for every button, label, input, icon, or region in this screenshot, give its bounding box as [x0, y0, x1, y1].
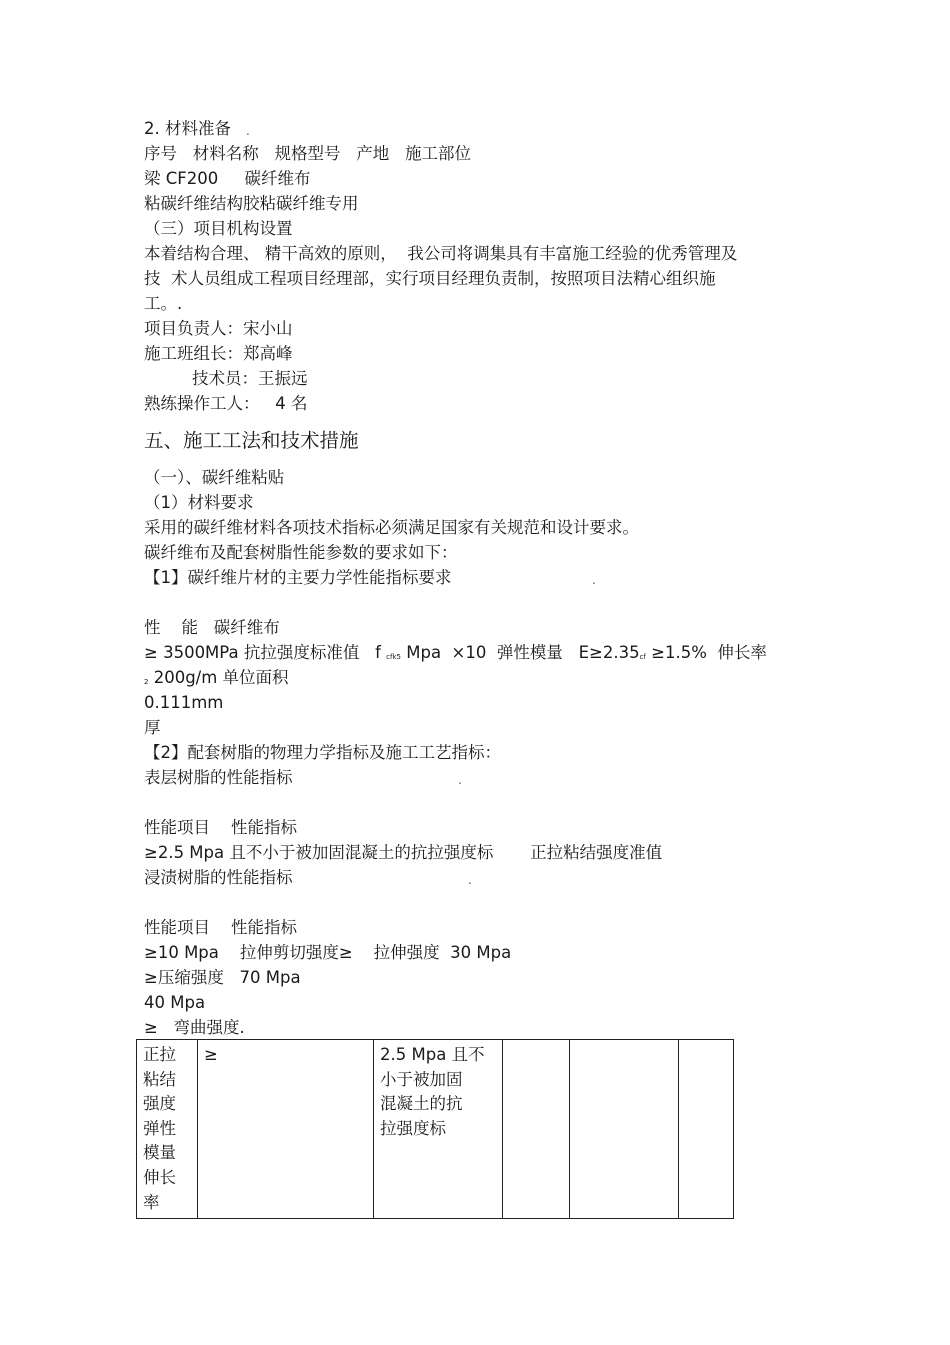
paragraph-line: 本着结构合理、 精干高效的原则， 我公司将调集具有丰富施工经验的优秀管理及 — [144, 244, 738, 263]
spec-heading-2: 【2】配套树脂的物理力学指标及施工工艺指标： — [144, 743, 501, 762]
stray-mark: . — [592, 573, 596, 587]
table-row — [137, 1040, 734, 1219]
cell-line: 弹性 — [143, 1118, 176, 1138]
paragraph-line: 技 术人员组成工程项目经理部，实行项目经理负责制，按照项目法精心组织施 — [144, 269, 716, 288]
cell-line: 正拉 — [143, 1045, 176, 1064]
paragraph-line: 工。. — [144, 294, 183, 313]
spec-values-row: 0.111mm — [144, 693, 224, 712]
subscript: cfk5 — [386, 653, 401, 661]
table-cell — [679, 1040, 734, 1219]
table-cell — [374, 1040, 503, 1219]
project-leader: 项目负责人：宋小山 — [144, 319, 293, 338]
materials-row-1: 梁 CF200 碳纤维布 — [144, 169, 311, 188]
table-cell — [198, 1040, 374, 1219]
resin-values-row: ≥压缩强度 70 Mpa — [144, 968, 301, 987]
resin-values-row: 40 Mpa — [144, 993, 206, 1012]
spec-heading-1: 【1】碳纤维片材的主要力学性能指标要求 — [144, 568, 452, 587]
chapter-heading: 五、施工工法和技术措施 — [144, 429, 359, 452]
table-cell — [137, 1040, 198, 1219]
cell-line: ≥ — [204, 1045, 218, 1064]
cell-line: 强度 — [143, 1094, 176, 1114]
resin-heading: 表层树脂的性能指标 — [144, 768, 293, 787]
paragraph-line: 采用的碳纤维材料各项技术指标必须满足国家有关规范和设计要求。 — [144, 518, 639, 537]
cell-line: 粘结 — [143, 1069, 176, 1089]
spec-values-row — [144, 642, 767, 668]
spec-values-row: 厚 — [144, 718, 161, 737]
resin-heading: 浸渍树脂的性能指标 — [144, 868, 293, 887]
stray-mark: . — [458, 773, 462, 787]
spec-values-row — [144, 667, 289, 693]
cell-line: 伸长 — [143, 1167, 176, 1187]
resin-values-row: ≥ 弯曲强度. — [144, 1018, 245, 1037]
section-heading-materials: 2. 材料准备 — [144, 119, 231, 138]
spec-text: ≥ 3500MPa 抗拉强度标准值 f — [144, 643, 387, 662]
stray-mark: . — [468, 873, 472, 887]
spec-text: ≥1.5% 伸长率 — [645, 643, 767, 662]
paragraph-line: 碳纤维布及配套树脂性能参数的要求如下： — [144, 543, 458, 562]
cell-line: 小于被加固 — [380, 1069, 463, 1089]
spec-table — [136, 1039, 734, 1219]
subscript: cf — [639, 653, 646, 661]
resin-header-row: 性能项目 性能指标 — [144, 818, 297, 837]
technician: 技术员：王振远 — [192, 369, 308, 388]
spec-header-row: 性 能 碳纤维布 — [144, 618, 280, 637]
subsection-heading: （1）材料要求 — [144, 493, 254, 512]
spec-text: Mpa ×10 弹性模量 E≥2.35 — [400, 643, 640, 662]
stray-mark: . — [246, 124, 250, 138]
cell-line: 率 — [143, 1192, 160, 1212]
resin-values-row: ≥10 Mpa 拉伸剪切强度≥ 拉伸强度 30 Mpa — [144, 943, 512, 962]
materials-header-row: 序号 材料名称 规格型号 产地 施工部位 — [144, 144, 471, 163]
workers-count: 熟练操作工人： 4 名 — [144, 394, 308, 413]
table-cell — [570, 1040, 679, 1219]
team-leader: 施工班组长：郑高峰 — [144, 344, 293, 363]
spec-text: 200g/m 单位面积 — [148, 668, 289, 687]
cell-line: 拉强度标 — [380, 1118, 446, 1138]
resin-header-row: 性能项目 性能指标 — [144, 918, 297, 937]
resin-values-row: ≥2.5 Mpa 且不小于被加固混凝土的抗拉强度标 正拉粘结强度准值 — [144, 843, 663, 862]
subsection-heading: （一）、碳纤维粘贴 — [144, 468, 285, 487]
cell-line: 混凝土的抗 — [380, 1094, 463, 1114]
section-heading-organization: （三）项目机构设置 — [144, 219, 293, 238]
cell-line: 模量 — [143, 1143, 176, 1163]
table-cell — [503, 1040, 570, 1219]
cell-line: 2.5 Mpa 且不 — [380, 1045, 485, 1064]
subscript: 2 — [144, 678, 149, 686]
materials-row-2: 粘碳纤维结构胶粘碳纤维专用 — [144, 194, 359, 213]
